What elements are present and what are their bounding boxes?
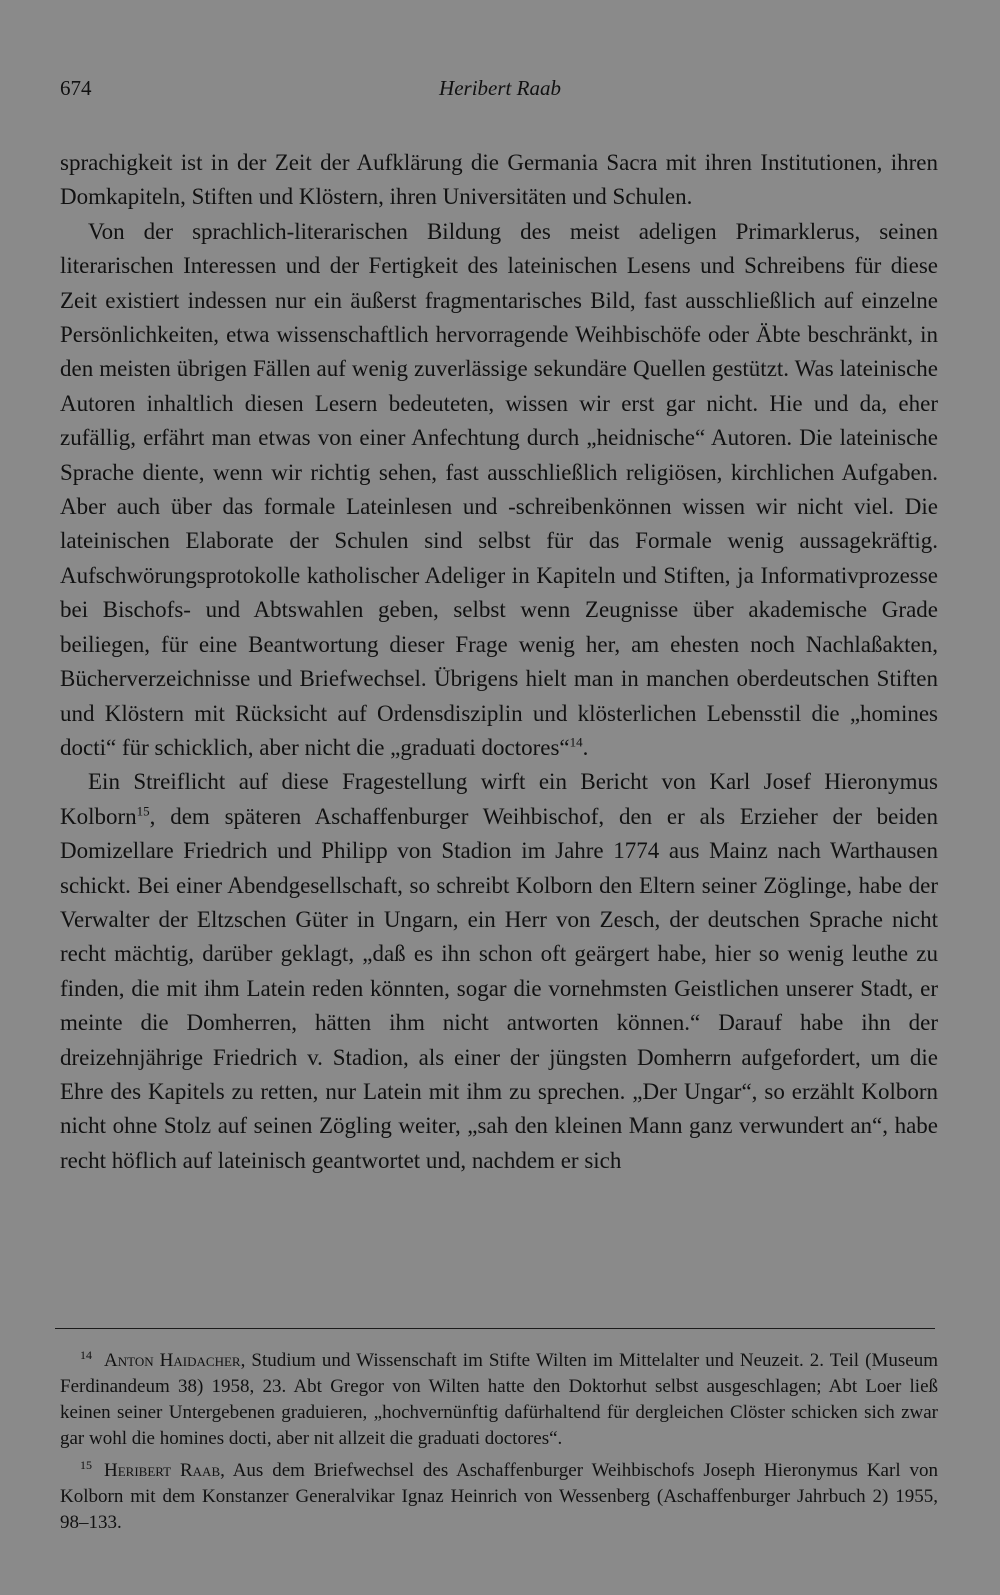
paragraph-3 — [60, 765, 938, 1178]
main-text — [60, 146, 938, 1178]
footnote-14 — [60, 1348, 938, 1452]
footnote-ref-15: 15 — [136, 803, 150, 819]
running-head: Heribert Raab — [439, 76, 561, 100]
footnote-divider — [55, 1328, 935, 1329]
paragraph-continuation — [60, 146, 938, 215]
paragraph-2-end: . — [582, 734, 589, 760]
paragraph-2-text: Von der sprachlich-literarischen Bildung des meist adeligen Primarklerus, seinen literarischen Interessen und der Fertigkeit des lateinischen Lesens und Schreibens für diese Zeit existiert indessen nur ein äußerst fragmentarisches Bild, fast ausschließlich auf einzelne Persönlichkeiten, etwa wissenschaftlich hervorragende Weihbischöfe oder Äbte beschränkt, in den meisten übrigen Fällen auf wenig zuverlässige sekundäre Quellen gestützt. Was lateinische Autoren inhaltlich diesen Lesern bedeuteten, wissen wir erst gar nicht. Hie und da, eher zufällig, erfährt man etwas von einer Anfechtung durch „heidnische“ Autoren. Die lateinische Sprache diente, wenn wir richtig sehen, fast ausschließlich religiösen, kirchlichen Aufgaben. Aber auch über das formale Lateinlesen und -schreibenkönnen wissen wir nicht viel. Die lateinischen Elaborate der Schulen sind selbst für das Formale wenig aussagekräftig. Aufschwörungsprotokolle katholischer Adeliger in Kapiteln und Stiften, ja Informativprozesse bei Bischofs- und Abtswahlen geben, selbst wenn Zeugnisse über akademische Grade beiliegen, für eine Beantwortung dieser Frage wenig her, am ehesten noch Nachlaßakten, Bücherverzeichnisse und Briefwechsel. Übrigens hielt man in manchen oberdeutschen Stiften und Klöstern mit Rücksicht auf Ordensdisziplin und klösterlichen Lebensstil die „homines docti“ für schicklich, aber nicht die „graduati doctores“ — [60, 218, 938, 760]
footnote-15 — [60, 1458, 938, 1536]
paragraph-2 — [60, 215, 938, 766]
page-header — [60, 76, 940, 106]
footnote-author: Heribert Raab — [104, 1460, 221, 1481]
footnote-number: 15 — [80, 1457, 92, 1472]
footnote-number: 14 — [80, 1347, 92, 1362]
paragraph-3-text-a: Ein Streiflicht auf diese Fragestellung wirft ein Bericht von Karl Josef Hieronymus Kolborn — [60, 769, 938, 829]
footnotes — [60, 1348, 938, 1542]
paragraph-3-text-b: , dem späteren Aschaffenburger Weihbischof, den er als Erzieher der beiden Domizellare Friedrich und Philipp von Stadion im Jahre 1774 aus Mainz nach Warthausen schickt. Bei einer Abendgesellschaft, so schreibt Kolborn den Eltern seiner Zöglinge, habe der Verwalter der Eltzschen Güter in Ungarn, ein Herr von Zesch, der deutschen Sprache nicht recht mächtig, darüber geklagt, „daß es ihn schon oft geärgert habe, hier so wenig leuthe zu finden, die mit ihm Latein reden könnten, sogar die vornehmsten Geistlichen unserer Stadt, er meinte die Domherren, hätten ihm nicht antworten können.“ Darauf habe ihn der dreizehnjährige Friedrich v. Stadion, als einer der jüngsten Domherrn aufgefordert, um die Ehre des Kapitels zu retten, nur Latein mit ihm zu sprechen. „Der Ungar“, so erzählt Kolborn nicht ohne Stolz auf seinen Zögling weiter, „sah den kleinen Mann ganz verwundert an“, habe recht höflich auf lateinisch geantwortet und, nachdem er sich — [60, 803, 938, 1173]
footnote-text: , Aus dem Briefwechsel des Aschaffenburger Weihbischofs Joseph Hieronymus Karl von Kolborn mit dem Konstanzer Generalvikar Ignaz Heinrich von Wessenberg (Aschaffenburger Jahrbuch 2) 1955, 98–133. — [60, 1460, 938, 1533]
footnote-ref-14: 14 — [569, 734, 583, 750]
footnote-author: Anton Haidacher — [104, 1350, 241, 1371]
page-number: 674 — [60, 76, 92, 100]
paragraph-1-text: sprachigkeit ist in der Zeit der Aufklärung die Germania Sacra mit ihren Institutionen, ihren Domkapiteln, Stiften und Klöstern, ihren Universitäten und Schulen. — [60, 150, 938, 210]
footnote-text: , Studium und Wissenschaft im Stifte Wilten im Mittelalter und Neuzeit. 2. Teil (Museum Ferdinandeum 38) 1958, 23. Abt Gregor von Wilten hatte den Doktorhut selbst ausgeschlagen; Abt Loer ließ keinen seiner Untergebenen graduieren, „hochvernünftig dafürhaltend für dergleichen Clöster schicken sich zwar gar wohl die homines docti, aber nit allzeit die graduati doctores“. — [60, 1350, 938, 1449]
